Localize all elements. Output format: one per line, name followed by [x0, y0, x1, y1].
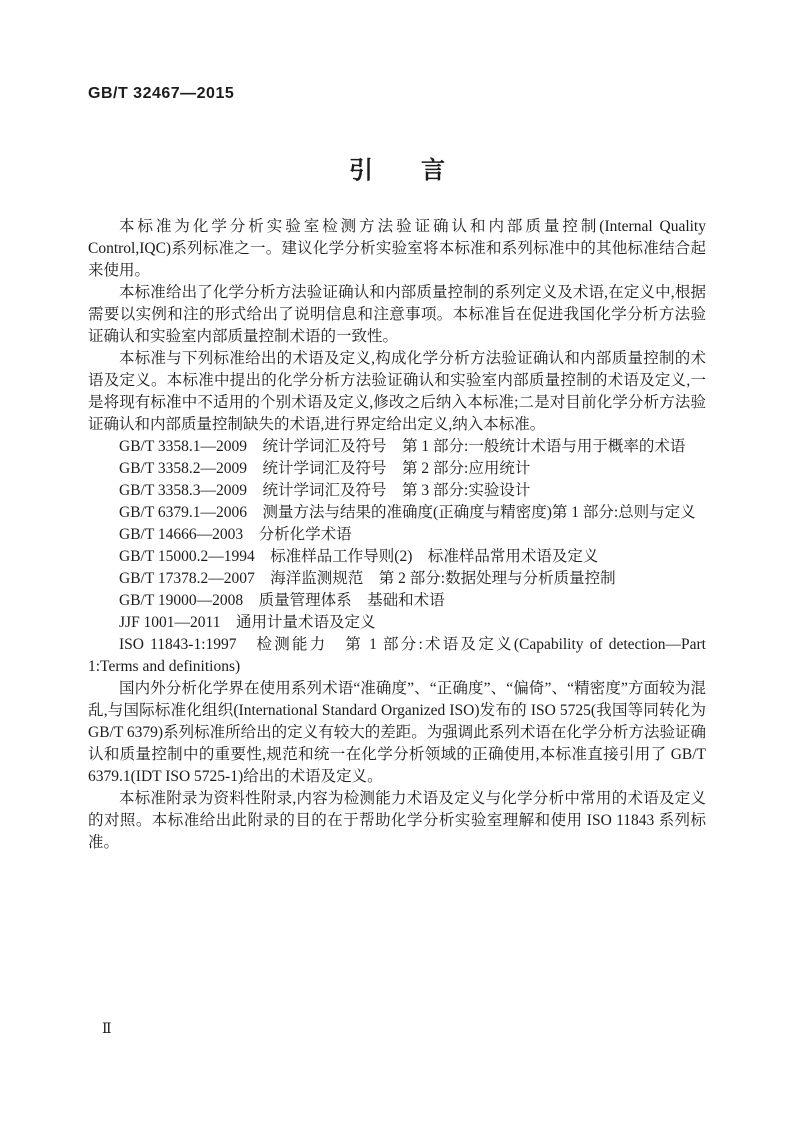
- page-title: 引 言: [349, 157, 445, 184]
- standard-reference-item: GB/T 3358.1—2009 统计学词汇及符号 第 1 部分:一般统计术语与用于概率的术语: [119, 438, 686, 455]
- standard-reference-item: GB/T 3358.3—2009 统计学词汇及符号 第 3 部分:实验设计: [119, 482, 531, 499]
- standard-reference-item: GB/T 15000.2—1994 标准样品工作导则(2) 标准样品常用术语及定义: [119, 548, 599, 565]
- standard-reference-item: GB/T 14666—2003 分析化学术语: [119, 526, 352, 543]
- standard-reference-item: GB/T 17378.2—2007 海洋监测规范 第 2 部分:数据处理与分析质量控制: [119, 570, 616, 587]
- introduction-body: [88, 216, 706, 854]
- standard-reference-item: ISO 11843-1:1997 检测能力 第 1 部分:术语及定义(Capability of detection—Part 1:Terms and definitions): [88, 636, 706, 675]
- page-number: Ⅱ: [102, 1022, 112, 1037]
- intro-paragraph: 国内外分析化学界在使用系列术语“准确度”、“正确度”、“偏倚”、“精密度”方面较为混乱,与国际标准化组织(International Standard Organized ISO)发布的 ISO 5725(我国等同转化为 GB/T 6379)系列标准所给出的定义有较大的差距。为强调此系列术语在化学分析方法验证确认和质量控制中的重要性,规范和统一在化学分析领域的正确使用,本标准直接引用了 GB/T 6379.1(IDT ISO 5725-1)给出的术语及定义。: [88, 680, 706, 785]
- intro-paragraph: 本标准为化学分析实验室检测方法验证确认和内部质量控制(Internal Quality Control,IQC)系列标准之一。建议化学分析实验室将本标准和系列标准中的其他标准结合起来使用。: [88, 218, 706, 279]
- standard-reference-item: JJF 1001—2011 通用计量术语及定义: [119, 614, 376, 631]
- intro-paragraph: 本标准给出了化学分析方法验证确认和内部质量控制的系列定义及术语,在定义中,根据需要以实例和注的形式给出了说明信息和注意事项。本标准旨在促进我国化学分析方法验证确认和实验室内部质量控制术语的一致性。: [88, 284, 706, 345]
- standard-reference-item: GB/T 3358.2—2009 统计学词汇及符号 第 2 部分:应用统计: [119, 460, 531, 477]
- intro-paragraph: 本标准与下列标准给出的术语及定义,构成化学分析方法验证确认和内部质量控制的术语及定义。本标准中提出的化学分析方法验证确认和实验室内部质量控制的术语及定义,一是将现有标准中不适用的个别术语及定义,修改之后纳入本标准;二是对目前化学分析方法验证确认和内部质量控制缺失的术语,进行界定给出定义,纳入本标准。: [88, 350, 706, 433]
- standard-reference-item: GB/T 6379.1—2006 测量方法与结果的准确度(正确度与精密度)第 1 部分:总则与定义: [119, 504, 696, 521]
- standard-reference-item: GB/T 19000—2008 质量管理体系 基础和术语: [119, 592, 445, 609]
- intro-paragraph: 本标准附录为资料性附录,内容为检测能力术语及定义与化学分析中常用的术语及定义的对照。本标准给出此附录的目的在于帮助化学分析实验室理解和使用 ISO 11843 系列标准。: [88, 790, 706, 851]
- standard-code: GB/T 32467—2015: [88, 85, 235, 102]
